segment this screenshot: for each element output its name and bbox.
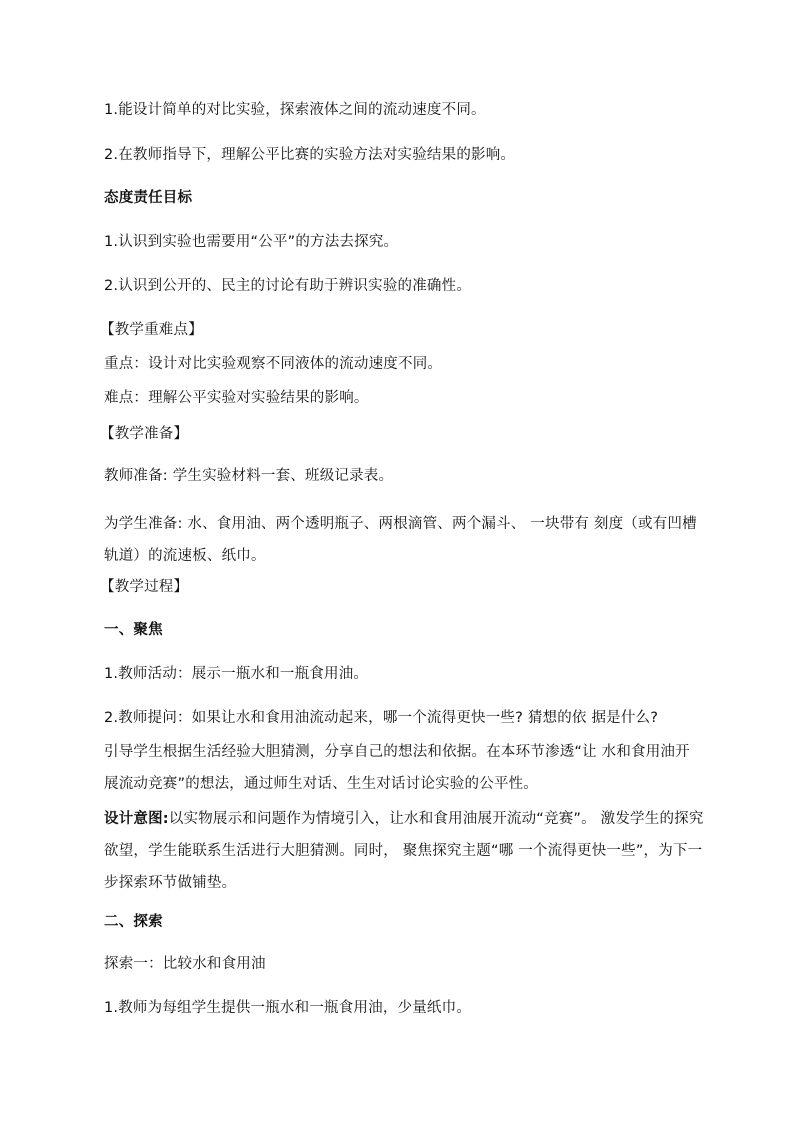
objective-line-2: 2.在教师指导下，理解公平比赛的实验方法对实验结果的影响。 xyxy=(104,147,516,163)
focus-activity-line-1: 1.教师活动：展示一瓶水和一瓶食用油。 xyxy=(104,666,369,682)
focus-activity-line-2: 2.教师提问：如果让水和食用油流动起来，哪一个流得更快一些? 猜想的依 据是什么? xyxy=(104,710,659,726)
explore-subheading: 探索一：比较水和食用油 xyxy=(104,956,266,972)
section-heading-process: 【教学过程】 xyxy=(100,579,189,595)
key-point-line: 重点：设计对比实验观察不同液体的流动速度不同。 xyxy=(104,356,443,372)
student-preparation-paragraph: 为学生准备: 水、食用油、两个透明瓶子、两根滴管、两个漏斗、 一块带有 刻度（或有凹槽轨道）的流速板、纸巾。 xyxy=(104,516,697,564)
stage-heading-focus: 一、聚焦 xyxy=(104,622,163,638)
section-heading-preparation: 【教学准备】 xyxy=(100,426,189,442)
section-heading-key-points: 【教学重难点】 xyxy=(100,322,203,338)
design-intent-paragraph xyxy=(104,803,704,899)
attitude-line-1: 1.认识到实验也需要用“公平”的方法去探究。 xyxy=(104,234,399,250)
objective-line-1: 1.能设计简单的对比实验，探索液体之间的流动速度不同。 xyxy=(104,102,486,118)
guidance-paragraph: 引导学生根据生活经验大胆猜测，分享自己的想法和依据。在本环节渗透“让 水和食用油开展流动竞赛”的想法，通过师生对话、生生对话讨论实验的公平性。 xyxy=(104,744,690,792)
difficulty-line: 难点：理解公平实验对实验结果的影响。 xyxy=(104,390,369,406)
explore-activity-line-1: 1.教师为每组学生提供一瓶水和一瓶食用油，少量纸巾。 xyxy=(104,1000,472,1016)
attitude-line-2: 2.认识到公开的、民主的讨论有助于辨识实验的准确性。 xyxy=(104,278,472,294)
design-intent-text: 以实物展示和问题作为情境引入，让水和食用油展开流动“竞赛”。 激发学生的探究欲望，学生能联系生活进行大胆猜测。同时， 聚焦探究主题“哪 一个流得更快一些”，为下一步探索环节做铺垫。 xyxy=(104,811,704,891)
stage-heading-explore: 二、探索 xyxy=(104,914,163,930)
section-heading-attitude: 态度责任目标 xyxy=(104,190,193,206)
teacher-preparation-line: 教师准备: 学生实验材料一套、班级记录表。 xyxy=(104,468,394,484)
design-intent-label: 设计意图: xyxy=(104,811,169,827)
